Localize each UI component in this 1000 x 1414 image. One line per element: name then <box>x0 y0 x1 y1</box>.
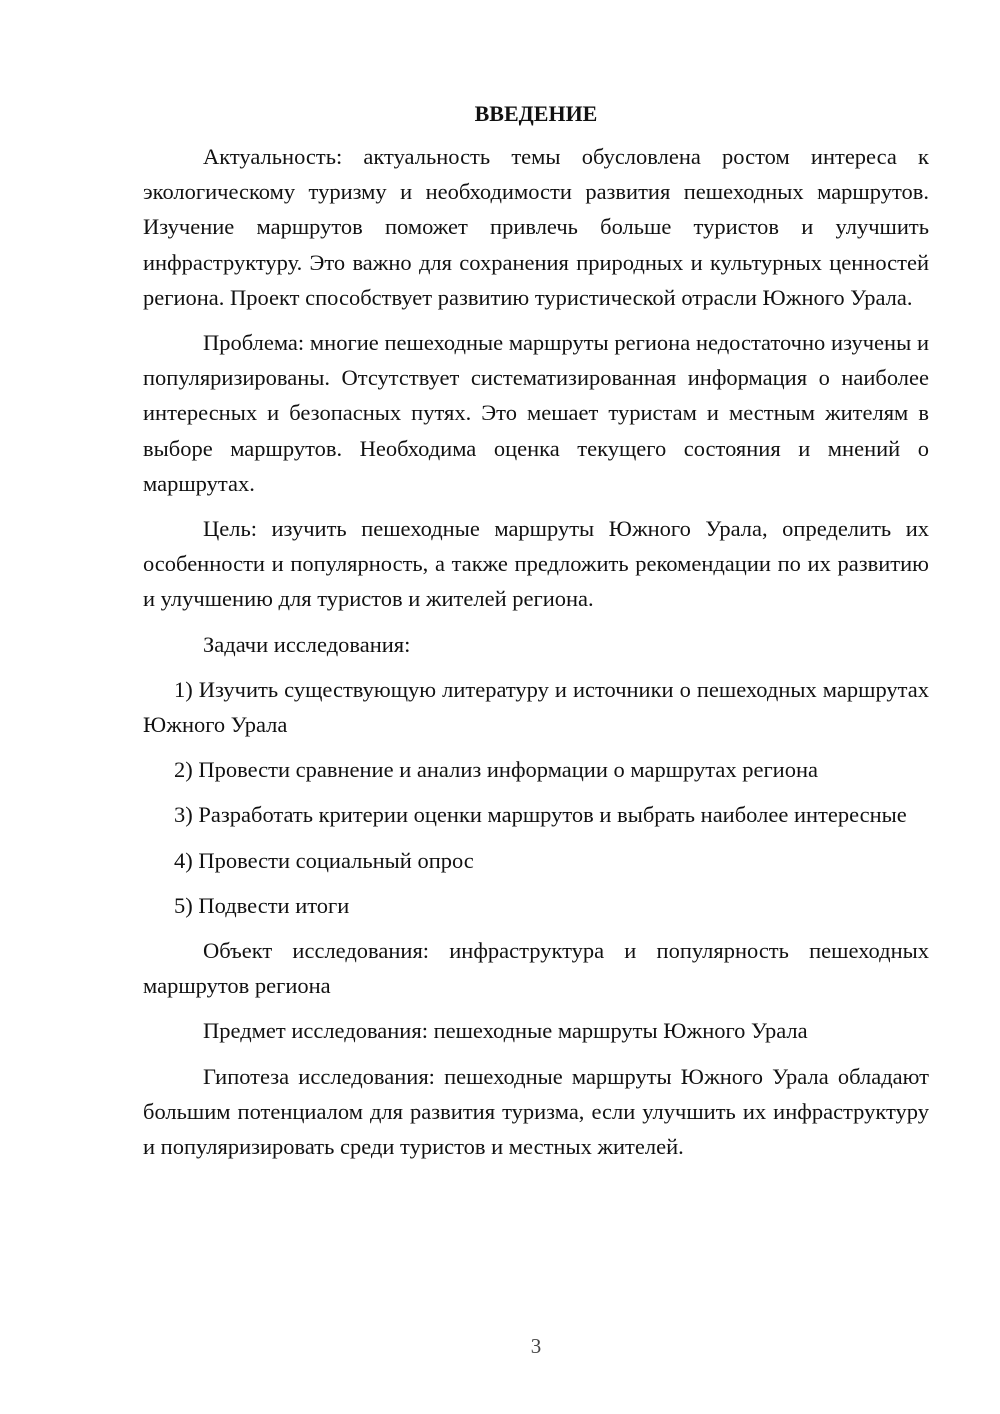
paragraph-object: Объект исследования: инфраструктура и популярность пешеходных маршрутов региона <box>143 938 929 999</box>
section-heading: ВВЕДЕНИЕ <box>474 101 598 126</box>
task-item: 5) Подвести итоги <box>174 892 350 918</box>
task-item: 3) Разработать критерии оценки маршрутов и выбрать наиболее интересные <box>174 802 907 828</box>
paragraph-tasks-title: Задачи исследования: <box>203 631 411 657</box>
page-number: 3 <box>530 1334 542 1358</box>
paragraph-subject: Предмет исследования: пешеходные маршруты Южного Урала <box>203 1018 808 1044</box>
paragraph-hypothesis: Гипотеза исследования: пешеходные маршруты Южного Урала обладают большим потенциалом для развития туризма, если улучшить их инфраструктуру и популяризировать среди туристов и местных жителей. <box>143 1063 929 1160</box>
task-item: 2) Провести сравнение и анализ информации о маршрутах региона <box>174 757 818 783</box>
paragraph-problem: Проблема: многие пешеходные маршруты региона недостаточно изучены и популяризированы. Отсутствует систематизированная информация о наиболее интересных и безопасных путях. Это мешает туристам и местным жителям в выборе маршрутов. Необходима оценка текущего состояния и мнений о маршрутах. <box>143 330 929 496</box>
task-item: 4) Провести социальный опрос <box>174 847 474 873</box>
paragraph-goal: Цель: изучить пешеходные маршруты Южного Урала, определить их особенности и популярность, а также предложить рекомендации по их развитию и улучшению для туристов и жителей региона. <box>143 516 929 612</box>
document-page <box>143 96 929 1174</box>
task-item: 1) Изучить существующую литературу и источники о пешеходных маршрутах Южного Урала <box>143 676 929 738</box>
paragraph-relevance: Актуальность: актуальность темы обусловлена ростом интереса к экологическому туризму и необходимости развития пешеходных маршрутов. Изучение маршрутов поможет привлечь больше туристов и улучшить инфраструктуру. Это важно для сохранения природных и культурных ценностей региона. Проект способствует развитию туристической отрасли Южного Урала. <box>143 144 929 310</box>
